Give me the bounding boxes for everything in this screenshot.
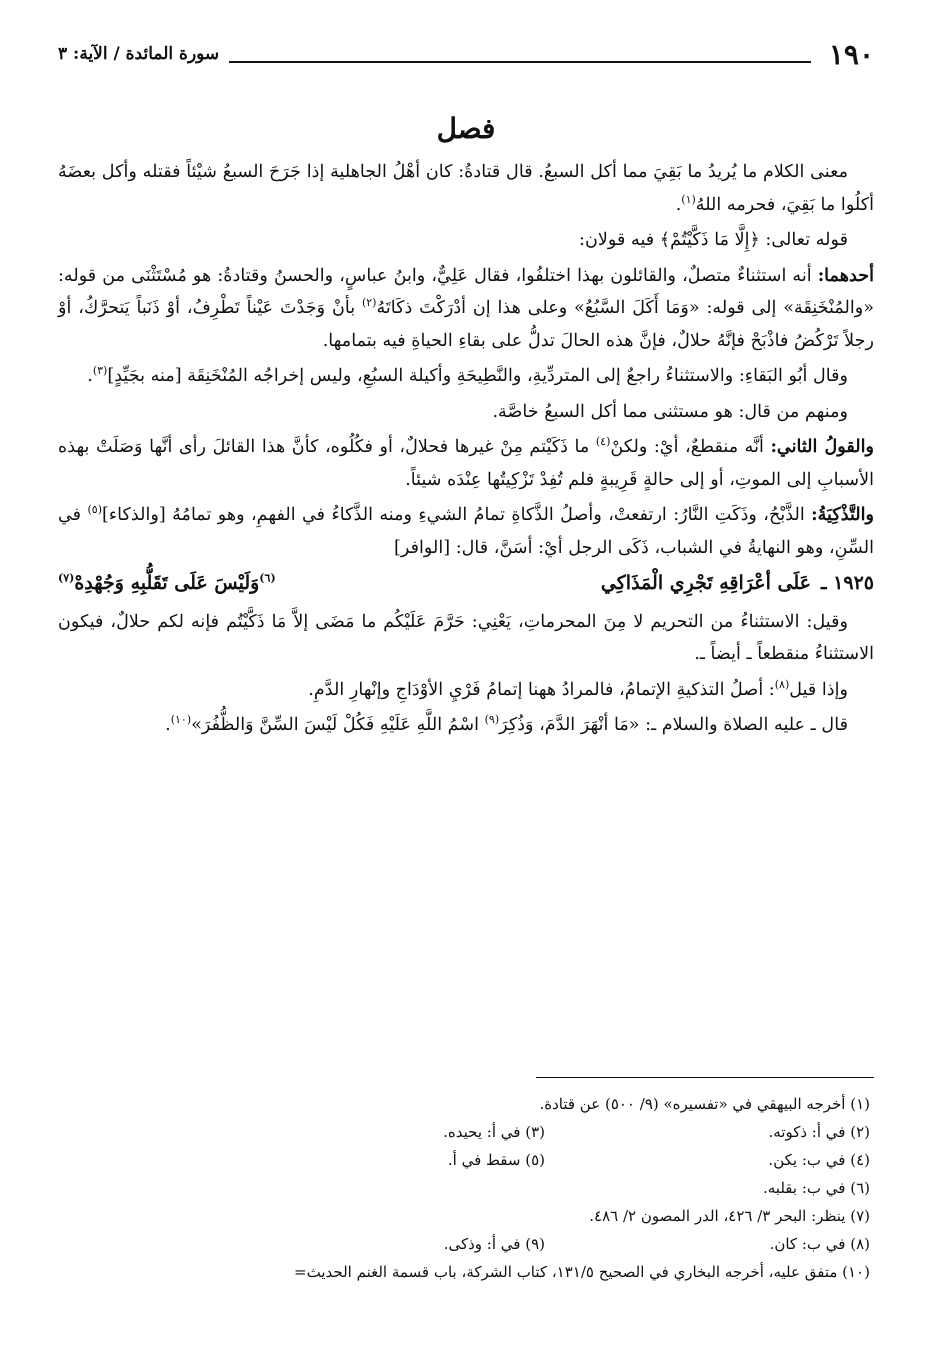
paragraph-lead: والقولُ الثاني: (770, 436, 875, 457)
paragraph-tail: : أصلُ التذكيةِ الإتمامُ، فالمرادُ ههنا إتمامُ فَرْيِ الأوْدَاجِ وإنْهارِ الدَّمِ. (308, 679, 775, 700)
footnote-text: (٤) في ب: يكن. (768, 1151, 870, 1169)
paragraph-text: وقيل: الاستثناءُ من التحريم لا مِنَ المحرماتِ، يَعْنِي: حَرَّمَ عَلَيْكُم ما مَضَى إلاَّ مَا ذَكَّيْتُم فإنه لكم حلالٌ، فيكون الاستثناءُ منقطعاً ـ أيضاً ـ. (58, 611, 874, 664)
footnotes (58, 1090, 870, 1286)
paragraph-text: قال ـ عليه الصلاة والسلام ـ: «مَا أنْهَرَ الدَّمَ، وَذُكِرَ (499, 715, 848, 735)
running-header (58, 32, 874, 76)
paragraph-7 (58, 499, 874, 564)
footnote-row (58, 1090, 870, 1118)
footnote-marker: (٣) (92, 364, 108, 378)
paragraph-tail: بأنْ وَجَدْتَ عَيْناً تَطْرِفُ، أوْ ذَنَباً يَتحرَّكُ، أوْ رجلاً تَرْكُضُ فاذْبَحْ فإنَّهُ حلالٌ، فإنَّ هذه الحالَ تدلُّ على بقاءِ الحياةِ فيه بتمامها. (58, 298, 874, 351)
paragraph-text: أنَّه منقطعٌ، أيْ: ولكنْ (610, 437, 764, 457)
paragraph-tail: في السِّنِ، وهو النهايةُ في الشباب، ذَكَى الرجل أيْ: أسَنَّ، قال: [الوافر] (58, 505, 874, 558)
paragraph-1 (58, 156, 874, 221)
paragraph-text: معنى الكلام ما يُريدُ ما بَقِيَ مما أكل السبعُ. قال قتادةُ: كان أهْلُ الجاهلية إذا جَرَحَ السبعُ شيْئاً فقتله وأكل بعضَهُ أكلُوا ما بَقِيَ، فحرمه اللهُ (58, 162, 874, 215)
footnote-text: (٥) سقط في أ. (447, 1151, 545, 1169)
paragraph-text: قوله تعالى: ﴿إِلَّا مَا ذَكَّيْتُمْ﴾ فيه قولان: (579, 230, 848, 250)
main-text (58, 156, 874, 745)
paragraph-tail: . (165, 715, 171, 735)
paragraph-6 (58, 431, 874, 496)
paragraph-9 (58, 674, 874, 707)
footnote-text: (٧) ينظر: البحر ٣/ ٤٢٦، الدر المصون ٢/ ٤٨٦. (589, 1207, 870, 1225)
hemistich-text: عَلَى أعْرَاقِهِ تَجْرِي الْمَذَاكِي (600, 572, 811, 594)
footnote-text: (٢) في أ: ذكوته. (768, 1123, 870, 1141)
footnote-text (58, 1258, 545, 1286)
footnote-row (58, 1174, 870, 1202)
footnote-marker: (٤) (595, 435, 611, 449)
paragraph-4 (58, 360, 874, 393)
paragraph-lead: والتَّذْكِيَةُ: (811, 504, 875, 525)
paragraph-2 (58, 224, 874, 257)
hemistich-text: وَلَيْسَ عَلَى تَقَلُّبِهِ وَجُهْدِهْ (74, 572, 260, 594)
footnote-row (58, 1258, 870, 1286)
footnote-marker: (١٠) (170, 713, 192, 727)
paragraph-text: ومنهم من قال: هو مستثنى مما أكل السبعُ خاصَّة. (492, 401, 848, 422)
footnote-marker: (٩) (484, 713, 500, 727)
section-title: فصل (436, 112, 496, 145)
footnote-text: (٨) في ب: كان. (769, 1235, 870, 1253)
footnote-row (58, 1146, 870, 1174)
paragraph-5 (58, 396, 874, 429)
paragraph-lead: أحدهما: (817, 264, 874, 286)
verse-hemistich-2 (58, 567, 435, 600)
paragraph-3 (58, 260, 874, 358)
paragraph-text: الذَّبْحُ، وذَكَتِ النَّارُ: ارتفعتْ، وأصلُ الذَّكاةِ تمامُ الشيءِ ومنه الذَّكاءُ في الفهمِ، وهو تمامُهُ [والذكاء] (101, 505, 805, 525)
paragraph-tail: . (87, 366, 93, 386)
footnote-row (58, 1118, 870, 1146)
page-number: ١٩٠ (828, 37, 874, 71)
footnote-text: (١) أخرجه البيهقي في «تفسيره» (٩/ ٥٠٠) عن قتادة. (539, 1095, 870, 1113)
footnote-text: (٩) في أ: وذكى. (443, 1235, 545, 1253)
paragraph-text: وقال أبُو البَقاءِ: والاستثناءُ راجعٌ إلى المتردِّيةِ، والنَّطِيحَةِ وأكيلة السبُعِ، وليس إخراجُه المُنْخَنِقَة [منه بجَيِّدٍ] (107, 366, 848, 386)
footnote-marker: (٥) (87, 503, 102, 517)
footnote-marker: (٨) (774, 677, 790, 691)
footnote-text (58, 1202, 545, 1230)
footnote-marker: (٦) (259, 571, 276, 585)
paragraph-tail: ما ذَكَيْتم مِنْ غيرها فحلالٌ، أو فكُلُوه، كأنَّ هذا القائلَ رأى أنَّها وَصَلَتْ بهذه الأسبابِ إلى الموتِ، أو إلى حالةٍ قَرِيبةٍ فلم تُفِدْ تَزْكِيتُها عِنْدَه شيئاً. (58, 437, 874, 490)
footnote-text: (١٠) متفق عليه، أخرجه البخاري في الصحيح ١٣١/٥، كتاب الشركة، باب قسمة الغنم الحديث= (294, 1263, 870, 1281)
footnote-separator (536, 1077, 874, 1078)
header-title: سورة المائدة / الآية: ٣ (58, 44, 220, 64)
paragraph-10 (58, 709, 874, 742)
footnote-marker: (١) (681, 192, 696, 206)
paragraph-tail: اسْمُ اللَّهِ عَلَيْهِ فَكُلْ لَيْسَ السِّنَّ وَالظُّفُرَ» (191, 715, 480, 735)
footnote-row (58, 1202, 870, 1230)
footnote-marker: (٢) (361, 296, 377, 310)
footnote-text (58, 1090, 545, 1118)
footnote-text (58, 1174, 545, 1202)
verse-number: ١٩٢٥ ـ (820, 572, 874, 594)
paragraph-text: أنه استثناءٌ متصلٌ، والقائلون بهذا اختلفُوا، فقال عَلِيٌّ، وابنُ عباسٍ، والحسنُ وقتادةُ: هو مُسْتَثْنَى من قوله: «والمُنْخَنِقَة» إلى قوله: «وَمَا أَكَلَ السَّبُعُ» وعلى هذا إن أدْرَكْتَ ذكَاتَهُ (58, 265, 875, 318)
paragraph-text: وإذا قيل (789, 679, 848, 700)
paragraph-tail: . (675, 194, 682, 215)
footnote-marker: (٧) (57, 571, 75, 585)
header-rule (229, 61, 811, 63)
verse-hemistich-1 (434, 567, 811, 600)
footnote-row (58, 1230, 870, 1258)
footnote-text: (٣) في أ: يحيده. (443, 1123, 545, 1141)
footnote-text: (٦) في ب: بقلبه. (763, 1179, 870, 1197)
paragraph-8 (58, 606, 874, 671)
poetry-verse (58, 567, 874, 600)
